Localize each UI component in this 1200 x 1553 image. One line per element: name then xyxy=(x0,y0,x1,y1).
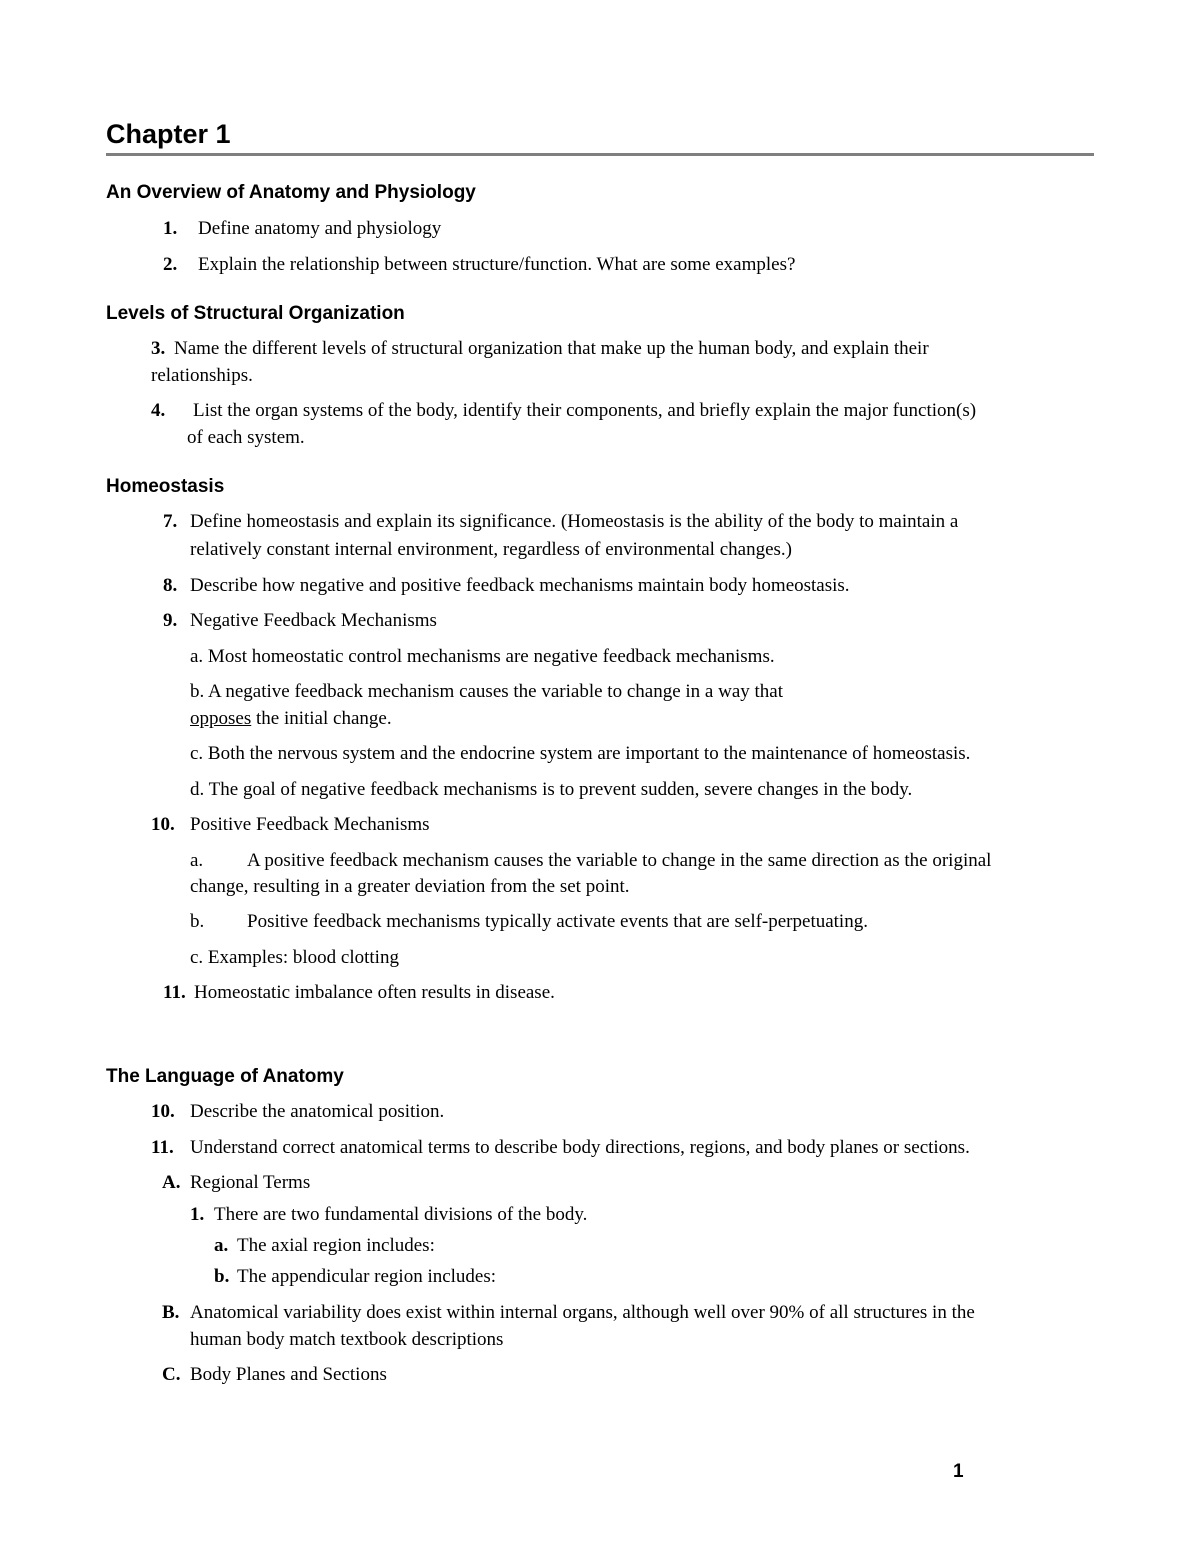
item-number: 11. xyxy=(151,1137,174,1158)
page-number: 1 xyxy=(953,1461,964,1482)
list-item: Describe the anatomical position. xyxy=(190,1101,445,1122)
outline-item: Body Planes and Sections xyxy=(190,1364,387,1385)
section-heading-levels: Levels of Structural Organization xyxy=(106,303,405,324)
item-number: 10. xyxy=(151,814,175,835)
item-number: 9. xyxy=(163,610,178,631)
outline-label: A. xyxy=(162,1172,181,1193)
chapter-title: Chapter 1 xyxy=(106,119,231,149)
outline-item: Anatomical variability does exist within internal organs, although well over 90% of all structures in the xyxy=(190,1302,975,1323)
title-rule xyxy=(106,153,1094,156)
list-item: List the organ systems of the body, identify their components, and briefly explain the major function(s) xyxy=(193,400,977,421)
sub-item: b. A negative feedback mechanism causes the variable to change in a way that xyxy=(190,681,783,702)
outline-label: C. xyxy=(162,1364,181,1385)
item-number: 1. xyxy=(163,218,178,239)
list-item: Define anatomy and physiology xyxy=(198,218,442,239)
outline-item: Regional Terms xyxy=(190,1172,311,1193)
section-heading-overview: An Overview of Anatomy and Physiology xyxy=(106,182,476,203)
item-number: 11. xyxy=(163,982,186,1003)
sub-item: Positive feedback mechanisms typically activate events that are self-perpetuating. xyxy=(247,911,868,932)
outline-item: The axial region includes: xyxy=(237,1235,435,1256)
outline-item: The appendicular region includes: xyxy=(237,1266,497,1287)
underlined-word: opposes xyxy=(190,708,252,729)
outline-label: b. xyxy=(214,1266,230,1287)
list-item: Describe how negative and positive feedback mechanisms maintain body homeostasis. xyxy=(190,575,850,596)
list-item: Define homeostasis and explain its significance. (Homeostasis is the ability of the body to maintain a xyxy=(190,511,959,532)
list-item-continuation: of each system. xyxy=(187,427,305,448)
list-item: Negative Feedback Mechanisms xyxy=(190,610,437,631)
sub-item: c. Both the nervous system and the endocrine system are important to the maintenance of homeostasis. xyxy=(190,743,971,764)
list-item: Understand correct anatomical terms to describe body directions, regions, and body planes or sections. xyxy=(190,1137,970,1158)
sub-item-text: the initial change. xyxy=(251,708,392,729)
item-number: 7. xyxy=(163,511,178,532)
outline-label: B. xyxy=(162,1302,180,1323)
sub-item: d. The goal of negative feedback mechanisms is to prevent sudden, severe changes in the body. xyxy=(190,779,913,800)
item-number: 3. xyxy=(151,338,166,359)
outline-item-continuation: human body match textbook descriptions xyxy=(190,1329,504,1350)
sub-item: A positive feedback mechanism causes the variable to change in the same direction as the original xyxy=(247,850,992,871)
item-number: 8. xyxy=(163,575,178,596)
section-heading-language: The Language of Anatomy xyxy=(106,1066,344,1087)
section-heading-homeostasis: Homeostasis xyxy=(106,476,225,497)
list-item-continuation: relatively constant internal environment, regardless of environmental changes.) xyxy=(190,539,792,560)
list-item-continuation: relationships. xyxy=(151,365,253,386)
list-item: Positive Feedback Mechanisms xyxy=(190,814,430,835)
sub-item: c. Examples: blood clotting xyxy=(190,947,399,968)
sub-item-label: b. xyxy=(190,911,205,932)
sub-item-continuation xyxy=(190,708,392,730)
outline-label: 1. xyxy=(190,1204,205,1225)
item-number: 2. xyxy=(163,254,178,275)
item-number: 4. xyxy=(151,400,166,421)
sub-item-label: a. xyxy=(190,850,204,871)
outline-item: There are two fundamental divisions of the body. xyxy=(214,1204,588,1225)
sub-item-continuation: change, resulting in a greater deviation from the set point. xyxy=(190,876,630,897)
list-item: Name the different levels of structural organization that make up the human body, and explain their xyxy=(174,338,929,359)
sub-item: a. Most homeostatic control mechanisms are negative feedback mechanisms. xyxy=(190,646,775,667)
outline-label: a. xyxy=(214,1235,229,1256)
list-item: Homeostatic imbalance often results in disease. xyxy=(194,982,555,1003)
item-number: 10. xyxy=(151,1101,175,1122)
list-item: Explain the relationship between structure/function. What are some examples? xyxy=(198,254,796,275)
